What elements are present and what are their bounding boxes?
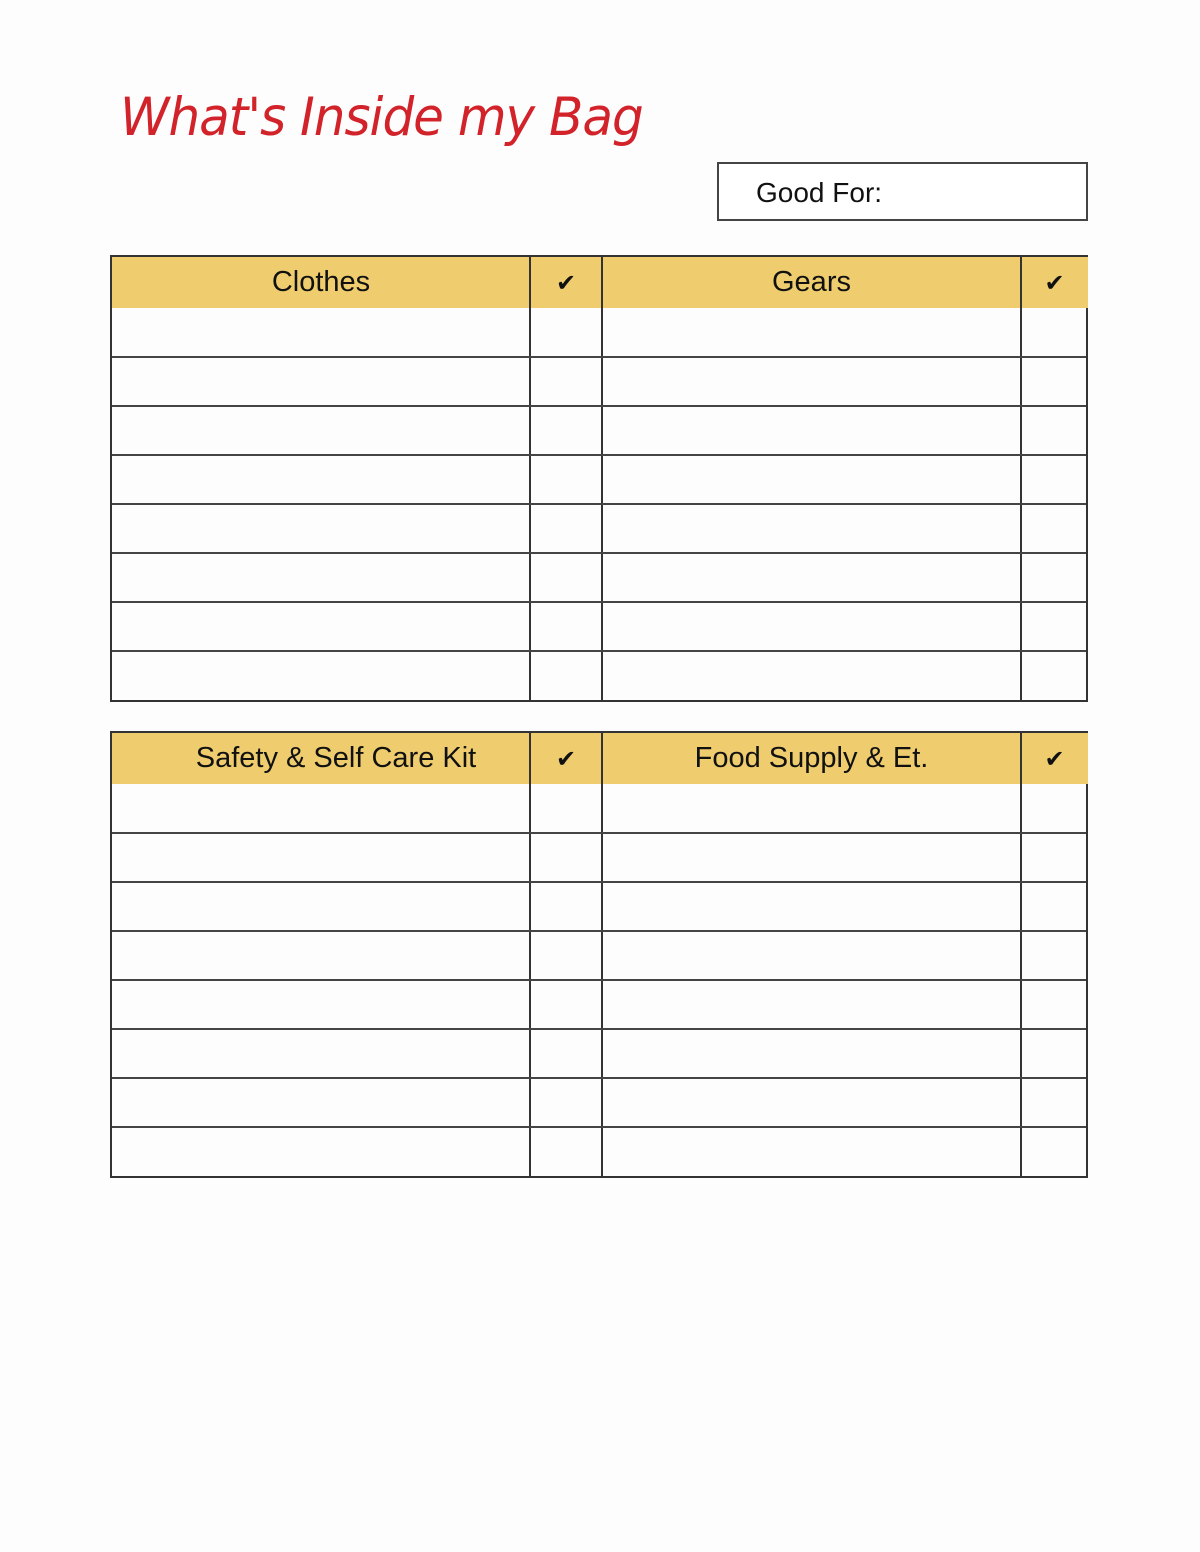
checklist-table-bottom: [110, 731, 1088, 1178]
item-cell[interactable]: [602, 455, 1021, 504]
item-cell[interactable]: [602, 602, 1021, 651]
item-cell[interactable]: [112, 833, 530, 882]
section-header-safety: Safety & Self Care Kit: [112, 733, 560, 784]
checkbox-cell[interactable]: [1021, 1029, 1088, 1078]
checkbox-cell[interactable]: [530, 455, 602, 504]
item-cell[interactable]: [112, 882, 530, 931]
item-cell[interactable]: [112, 553, 530, 602]
item-cell[interactable]: [602, 784, 1021, 833]
item-cell[interactable]: [112, 1127, 530, 1176]
good-for-field[interactable]: [717, 162, 1088, 221]
item-cell[interactable]: [602, 833, 1021, 882]
checkbox-cell[interactable]: [530, 357, 602, 406]
checkbox-cell[interactable]: [530, 406, 602, 455]
checkbox-cell[interactable]: [530, 1078, 602, 1127]
checkbox-cell[interactable]: [530, 931, 602, 980]
checkbox-cell[interactable]: [1021, 455, 1088, 504]
item-cell[interactable]: [112, 784, 530, 833]
checkbox-cell[interactable]: [1021, 931, 1088, 980]
checkbox-cell[interactable]: [530, 833, 602, 882]
item-cell[interactable]: [602, 931, 1021, 980]
checkbox-cell[interactable]: [1021, 602, 1088, 651]
checkbox-cell[interactable]: [530, 308, 602, 357]
item-cell[interactable]: [112, 308, 530, 357]
checkbox-cell[interactable]: [1021, 980, 1088, 1029]
section-header-food: Food Supply & Et.: [602, 733, 1021, 784]
checkbox-cell[interactable]: [530, 553, 602, 602]
item-cell[interactable]: [112, 455, 530, 504]
checkbox-cell[interactable]: [1021, 308, 1088, 357]
checkbox-cell[interactable]: [1021, 1127, 1088, 1176]
item-cell[interactable]: [112, 504, 530, 553]
check-column-header: ✔: [530, 733, 602, 784]
checkbox-cell[interactable]: [530, 504, 602, 553]
check-column-header: ✔: [1021, 257, 1088, 308]
checkbox-cell[interactable]: [530, 602, 602, 651]
check-column-header: ✔: [530, 257, 602, 308]
page-title: What's Inside my Bag: [120, 86, 643, 148]
checkbox-cell[interactable]: [1021, 357, 1088, 406]
item-cell[interactable]: [602, 1127, 1021, 1176]
checkbox-cell[interactable]: [1021, 553, 1088, 602]
item-cell[interactable]: [602, 1078, 1021, 1127]
item-cell[interactable]: [112, 651, 530, 700]
checkbox-cell[interactable]: [1021, 833, 1088, 882]
check-column-header: ✔: [1021, 733, 1088, 784]
checkbox-cell[interactable]: [1021, 504, 1088, 553]
checklist-table-top: [110, 255, 1088, 702]
good-for-label: Good For:: [756, 177, 883, 208]
item-cell[interactable]: [602, 1029, 1021, 1078]
item-cell[interactable]: [602, 980, 1021, 1029]
item-cell[interactable]: [602, 308, 1021, 357]
item-cell[interactable]: [112, 931, 530, 980]
item-cell[interactable]: [112, 1078, 530, 1127]
checkbox-cell[interactable]: [530, 784, 602, 833]
item-cell[interactable]: [112, 602, 530, 651]
item-cell[interactable]: [602, 504, 1021, 553]
item-cell[interactable]: [602, 357, 1021, 406]
checkbox-cell[interactable]: [1021, 882, 1088, 931]
item-cell[interactable]: [602, 553, 1021, 602]
item-cell[interactable]: [602, 651, 1021, 700]
checkbox-cell[interactable]: [530, 882, 602, 931]
section-header-gears: Gears: [602, 257, 1021, 308]
section-header-clothes: Clothes: [112, 257, 530, 308]
item-cell[interactable]: [112, 980, 530, 1029]
checkbox-cell[interactable]: [530, 1029, 602, 1078]
checkbox-cell[interactable]: [1021, 784, 1088, 833]
checkbox-cell[interactable]: [530, 980, 602, 1029]
checkbox-cell[interactable]: [1021, 651, 1088, 700]
item-cell[interactable]: [112, 357, 530, 406]
checkbox-cell[interactable]: [530, 1127, 602, 1176]
checkbox-cell[interactable]: [1021, 406, 1088, 455]
item-cell[interactable]: [112, 406, 530, 455]
item-cell[interactable]: [602, 406, 1021, 455]
item-cell[interactable]: [112, 1029, 530, 1078]
checkbox-cell[interactable]: [530, 651, 602, 700]
checkbox-cell[interactable]: [1021, 1078, 1088, 1127]
item-cell[interactable]: [602, 882, 1021, 931]
